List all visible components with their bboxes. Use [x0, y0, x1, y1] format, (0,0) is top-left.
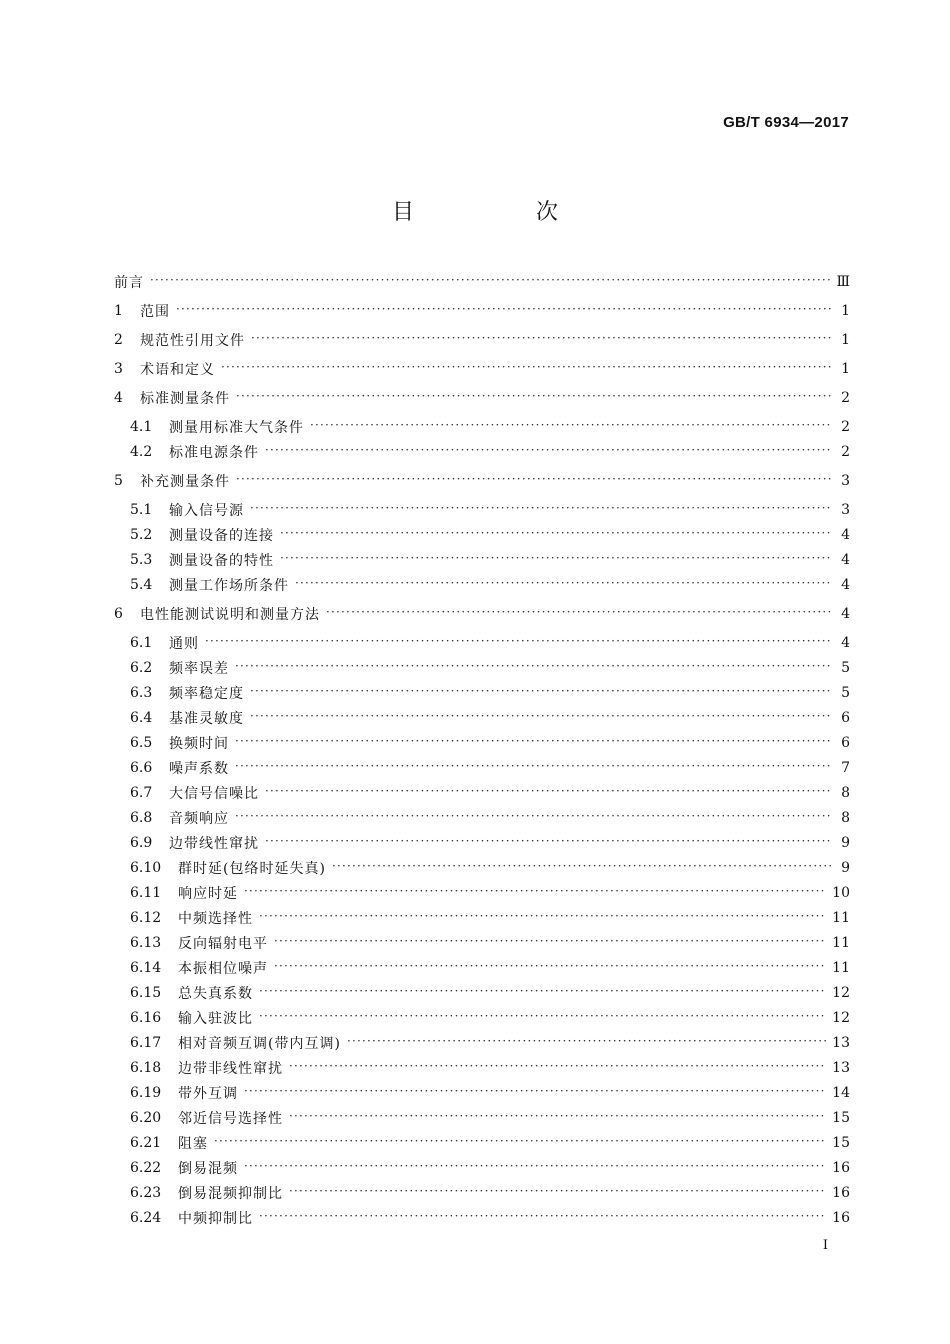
toc-entry-label: 群时延(包络时延失真) [178, 861, 326, 877]
toc-entry-page: 1 [841, 303, 850, 319]
toc-entry-page: 4 [841, 552, 850, 568]
toc-entry[interactable] [130, 523, 850, 547]
toc-entry-number: 6 [114, 606, 123, 622]
toc-entry-label: 输入信号源 [169, 503, 244, 519]
toc-entry[interactable] [130, 906, 850, 930]
toc-leader-dots [310, 419, 832, 435]
toc-entry-number: 5.1 [130, 502, 153, 518]
toc-entry-label: 噪声系数 [169, 761, 229, 777]
toc-entry[interactable] [114, 386, 850, 410]
toc-entry-page: 5 [841, 685, 850, 701]
toc-entry-page: 2 [841, 419, 850, 435]
toc-entry[interactable] [114, 270, 850, 294]
toc-leader-dots [235, 660, 832, 676]
toc-entry-page: 11 [832, 960, 850, 976]
toc-leader-dots [259, 985, 826, 1001]
toc-entry-page: 12 [832, 1010, 850, 1026]
toc-entry-page: 11 [832, 910, 850, 926]
toc-entry-number: 5.3 [130, 552, 153, 568]
toc-entry-label: 中频抑制比 [178, 1211, 253, 1227]
toc-entry-number: 6.18 [130, 1060, 162, 1076]
toc-leader-dots [250, 502, 832, 518]
toc-entry[interactable] [114, 602, 850, 626]
toc-entry-page: 16 [832, 1185, 850, 1201]
toc-entry-label: 总失真系数 [178, 986, 253, 1002]
toc-leader-dots [236, 390, 832, 406]
toc-entry[interactable] [130, 756, 850, 780]
toc-entry-number: 6.10 [130, 860, 162, 876]
toc-entry-number: 1 [114, 303, 123, 319]
toc-entry-page: 2 [841, 390, 850, 406]
toc-entry[interactable] [130, 856, 850, 880]
toc-entry[interactable] [130, 1081, 850, 1105]
toc-leader-dots [235, 735, 832, 751]
toc-entry-page: 8 [841, 785, 850, 801]
toc-entry-page: 16 [832, 1160, 850, 1176]
toc-entry-page: 9 [841, 835, 850, 851]
toc-entry-number: 6.21 [130, 1135, 162, 1151]
toc-entry-label: 标准电源条件 [169, 445, 259, 461]
toc-entry[interactable] [130, 1206, 850, 1230]
toc-leader-dots [280, 527, 832, 543]
toc-entry-page: 15 [832, 1135, 850, 1151]
toc-leader-dots [347, 1035, 826, 1051]
toc-entry[interactable] [130, 1131, 850, 1155]
toc-entry[interactable] [114, 299, 850, 323]
toc-leader-dots [250, 710, 832, 726]
toc-entry[interactable] [130, 631, 850, 655]
toc-leader-dots [332, 860, 832, 876]
toc-entry-page: 1 [841, 361, 850, 377]
toc-entry-label: 中频选择性 [178, 911, 253, 927]
toc-entry[interactable] [130, 656, 850, 680]
toc-entry-number: 5.4 [130, 577, 153, 593]
toc-entry-label: 补充测量条件 [140, 474, 230, 490]
footer-page-number: I [822, 1238, 828, 1253]
toc-leader-dots [235, 760, 832, 776]
toc-entry-page: 11 [832, 935, 850, 951]
toc-entry-page: 12 [832, 985, 850, 1001]
toc-entry-label: 标准测量条件 [140, 391, 230, 407]
toc-entry-label: 测量设备的特性 [169, 553, 274, 569]
toc-entry-label: 输入驻波比 [178, 1011, 253, 1027]
toc-leader-dots [235, 810, 832, 826]
toc-leader-dots [265, 835, 832, 851]
toc-leader-dots [250, 685, 832, 701]
toc-entry[interactable] [130, 956, 850, 980]
toc-entry-label: 倒易混频抑制比 [178, 1186, 283, 1202]
toc-entry-page: 13 [832, 1035, 850, 1051]
page-title: 目 次 [391, 200, 608, 225]
standard-code: GB/T 6934—2017 [723, 114, 849, 131]
toc-entry-number: 6.7 [130, 785, 153, 801]
toc-entry[interactable] [130, 781, 850, 805]
toc-entry[interactable] [130, 498, 850, 522]
toc-entry-label: 测量用标准大气条件 [169, 420, 304, 436]
toc-entry[interactable] [130, 806, 850, 830]
toc-entry-page: 6 [841, 710, 850, 726]
toc-entry-number: 6.20 [130, 1110, 162, 1126]
toc-leader-dots [274, 960, 826, 976]
toc-entry-number: 6.9 [130, 835, 153, 851]
toc-entry[interactable] [114, 328, 850, 352]
toc-leader-dots [280, 552, 832, 568]
toc-entry-number: 6.24 [130, 1210, 162, 1226]
toc-entry-label: 测量设备的连接 [169, 528, 274, 544]
toc-entry[interactable] [130, 1156, 850, 1180]
toc-leader-dots [274, 935, 826, 951]
toc-entry-page: 13 [832, 1060, 850, 1076]
toc-entry[interactable] [130, 573, 850, 597]
toc-entry-number: 6.16 [130, 1010, 162, 1026]
toc-entry-number: 6.12 [130, 910, 162, 926]
toc-entry-number: 6.19 [130, 1085, 162, 1101]
toc-entry-label: 边带线性窜扰 [169, 836, 259, 852]
toc-entry-number: 6.22 [130, 1160, 162, 1176]
toc-entry-label: 基准灵敏度 [169, 711, 244, 727]
toc-leader-dots [244, 885, 826, 901]
toc-entry-page: 9 [841, 860, 850, 876]
toc-entry[interactable] [130, 881, 850, 905]
toc-entry-label: 电性能测试说明和测量方法 [140, 607, 320, 623]
toc-entry-number: 6.4 [130, 710, 153, 726]
toc-entry[interactable] [130, 831, 850, 855]
toc-entry-label: 阻塞 [178, 1136, 208, 1152]
toc-entry-number: 6.17 [130, 1035, 162, 1051]
toc-entry-number: 6.5 [130, 735, 153, 751]
toc-entry[interactable] [130, 440, 850, 464]
toc-entry-page: 3 [841, 473, 850, 489]
toc-entry-label: 邻近信号选择性 [178, 1111, 283, 1127]
toc-entry-number: 3 [114, 361, 123, 377]
toc-leader-dots [205, 635, 832, 651]
toc-entry-label: 换频时间 [169, 736, 229, 752]
toc-entry-label: 大信号信噪比 [169, 786, 259, 802]
toc-entry-label: 通则 [169, 636, 199, 652]
toc-entry-page: 4 [841, 606, 850, 622]
toc-entry-page: 4 [841, 577, 850, 593]
toc-entry[interactable] [114, 469, 850, 493]
toc-entry[interactable] [130, 1031, 850, 1055]
toc-entry-label: 术语和定义 [140, 362, 215, 378]
toc-leader-dots [251, 332, 832, 348]
toc-entry[interactable] [130, 706, 850, 730]
toc-entry-number: 2 [114, 332, 123, 348]
toc-entry-number: 6.15 [130, 985, 162, 1001]
toc-entry-number: 6.13 [130, 935, 162, 951]
toc-leader-dots [244, 1160, 826, 1176]
toc-entry[interactable] [130, 1106, 850, 1130]
toc-leader-dots [259, 1010, 826, 1026]
toc-leader-dots [221, 361, 832, 377]
toc-entry-label: 前言 [114, 275, 144, 291]
toc-entry[interactable] [130, 681, 850, 705]
toc-entry-page: Ⅲ [836, 274, 850, 290]
toc-entry[interactable] [114, 357, 850, 381]
toc-leader-dots [289, 1060, 826, 1076]
toc-leader-dots [326, 606, 832, 622]
toc-entry-number: 6.23 [130, 1185, 162, 1201]
toc-entry-number: 6.6 [130, 760, 153, 776]
toc-leader-dots [214, 1135, 826, 1151]
toc-entry-label: 反向辐射电平 [178, 936, 268, 952]
toc-entry-page: 2 [841, 444, 850, 460]
toc-entry-label: 响应时延 [178, 886, 238, 902]
toc-leader-dots [259, 910, 826, 926]
toc-leader-dots [295, 577, 832, 593]
toc-entry-label: 倒易混频 [178, 1161, 238, 1177]
toc-leader-dots [244, 1085, 826, 1101]
toc-leader-dots [259, 1210, 826, 1226]
toc-entry-label: 相对音频互调(带内互调) [178, 1036, 341, 1052]
toc-entry-page: 6 [841, 735, 850, 751]
toc-entry[interactable] [130, 981, 850, 1005]
toc-entry-page: 3 [841, 502, 850, 518]
toc-entry-label: 规范性引用文件 [140, 333, 245, 349]
toc-leader-dots [176, 303, 832, 319]
toc-entry-page: 1 [841, 332, 850, 348]
toc-leader-dots [265, 785, 832, 801]
toc-leader-dots [289, 1185, 826, 1201]
toc-entry-number: 5.2 [130, 527, 153, 543]
toc-entry-page: 4 [841, 527, 850, 543]
toc-entry-number: 6.1 [130, 635, 153, 651]
toc-entry-page: 14 [832, 1085, 850, 1101]
toc-entry[interactable] [130, 1181, 850, 1205]
toc-leader-dots [289, 1110, 826, 1126]
toc-entry[interactable] [130, 1056, 850, 1080]
toc-entry-page: 16 [832, 1210, 850, 1226]
toc-entry-label: 带外互调 [178, 1086, 238, 1102]
toc-entry-number: 6.14 [130, 960, 162, 976]
toc-entry-page: 10 [832, 885, 850, 901]
toc-entry[interactable] [130, 1006, 850, 1030]
toc-entry-number: 6.11 [130, 885, 162, 901]
toc-entry-page: 5 [841, 660, 850, 676]
toc-entry-label: 测量工作场所条件 [169, 578, 289, 594]
toc-entry-label: 边带非线性窜扰 [178, 1061, 283, 1077]
toc-leader-dots [265, 444, 832, 460]
toc-entry-label: 音频响应 [169, 811, 229, 827]
toc-entry-label: 本振相位噪声 [178, 961, 268, 977]
toc-entry[interactable] [130, 548, 850, 572]
toc-entry[interactable] [130, 415, 850, 439]
toc-entry-number: 6.8 [130, 810, 153, 826]
toc-entry-label: 频率稳定度 [169, 686, 244, 702]
toc-entry-page: 4 [841, 635, 850, 651]
toc-entry-number: 4 [114, 390, 123, 406]
toc-entry-number: 4.2 [130, 444, 153, 460]
toc-entry-page: 7 [841, 760, 850, 776]
toc-entry[interactable] [130, 931, 850, 955]
toc-entry-label: 频率误差 [169, 661, 229, 677]
toc-leader-dots [150, 274, 830, 290]
toc-entry-number: 4.1 [130, 419, 153, 435]
toc-entry-label: 范围 [140, 304, 170, 320]
toc-entry-page: 15 [832, 1110, 850, 1126]
toc-entry[interactable] [130, 731, 850, 755]
toc-entry-number: 6.3 [130, 685, 153, 701]
toc-entry-page: 8 [841, 810, 850, 826]
toc-leader-dots [236, 473, 832, 489]
toc-entry-number: 5 [114, 473, 123, 489]
toc-entry-number: 6.2 [130, 660, 153, 676]
